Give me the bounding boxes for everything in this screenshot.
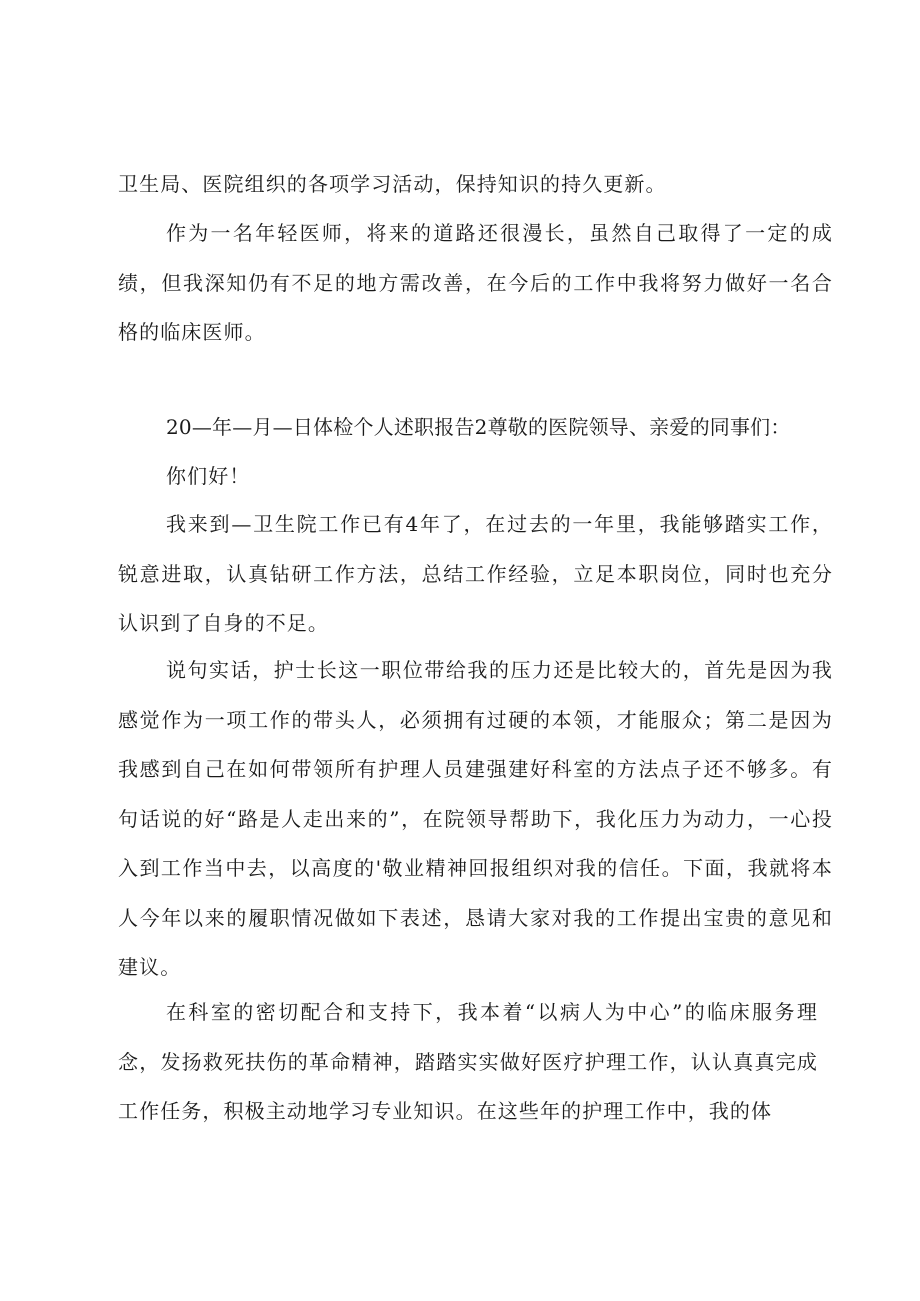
greeting: 你们好！	[166, 464, 251, 488]
paragraph-work-intro: 我来到—卫生院工作已有4年了，在过去的一年里，我能够踏实工作，锐意进取，认真钻研工作方法，总结工作经验，立足本职岗位，同时也充分认识到了自身的不足。	[118, 512, 833, 635]
paragraph-continuation: 卫生局、医院组织的各项学习活动，保持知识的持久更新。	[118, 172, 667, 196]
paragraph-young-doctor: 作为一名年轻医师，将来的道路还很漫长，虽然自己取得了一定的成绩，但我深知仍有不足的地方需改善，在今后的工作中我将努力做好一名合格的临床医师。	[118, 221, 833, 344]
report-heading: 20—年—月—日体检个人述职报告2尊敬的医院领导、亲爱的同事们：	[166, 415, 791, 439]
paragraph-head-nurse: 说句实话，护士长这一职位带给我的压力还是比较大的，首先是因为我感觉作为一项工作的带头人，必须拥有过硬的本领，才能服众；第二是因为我感到自己在如何带领所有护理人员建强建好科室的方法点子还不够多。有句话说的好“路是人走出来的”，在院领导帮助下，我化压力为动力，一心投入到工作当中去，以高度的'敬业精神回报组织对我的信任。下面，我就将本人今年以来的履职情况做如下表述，恳请大家对我的工作提出宝贵的意见和建议。	[118, 658, 833, 979]
paragraph-department: 在科室的密切配合和支持下，我本着“以病人为中心”的临床服务理念，发扬救死扶伤的革命精神，踏踏实实做好医疗护理工作，认认真真完成工作任务，积极主动地学习专业知识。在这些年的护理工作中，我的体	[118, 1000, 818, 1123]
